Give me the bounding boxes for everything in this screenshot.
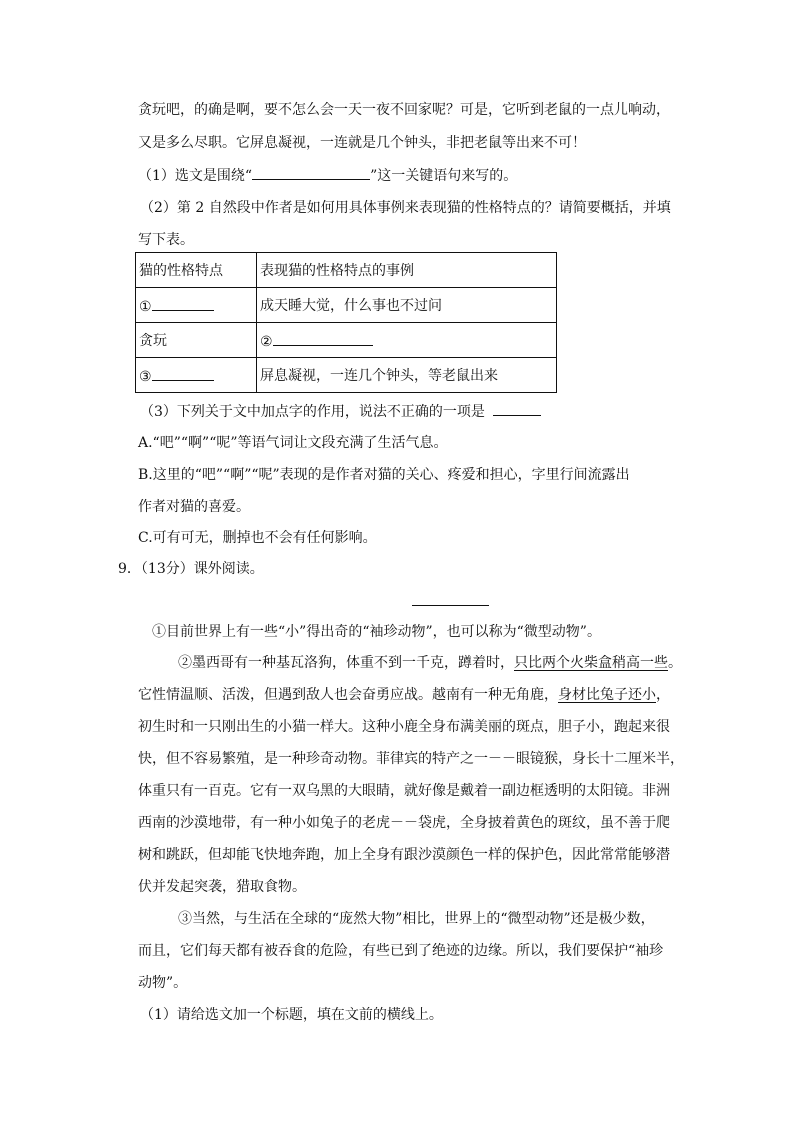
option-c: C.可有可无，删掉也不会有任何影响。: [138, 530, 377, 546]
question-text: （1）选文是围绕“: [138, 168, 253, 184]
table-row: [136, 358, 557, 393]
option-b: 作者对猫的喜爱。: [138, 499, 250, 515]
question-8-3: [140, 401, 541, 422]
option-a: A.“吧”“啊”“呢”等语气词让文段充满了生活气息。: [138, 435, 448, 451]
table-cell-trait: [136, 288, 257, 323]
table-cell-trait: [136, 358, 257, 393]
table-cell-example: [257, 323, 557, 358]
paragraph-line: 体重只有一百克。它有一双乌黑的大眼睛，就好像是戴着一副边框透明的太阳镜。非洲: [138, 783, 670, 799]
paragraph-line: 西南的沙漠地带，有一种小如兔子的老虎－－袋虎，全身披着黄色的斑纹，虽不善于爬: [138, 815, 670, 831]
title-blank[interactable]: [412, 605, 489, 606]
table-row: [136, 323, 557, 358]
reading-paragraph-3: ③当然，与生活在全球的“庞然大物”相比，世界上的“微型动物”还是极少数，: [178, 911, 655, 927]
question-8-2: （2）第 2 自然段中作者是如何用具体事例来表现猫的性格特点的？请简要概括，并填: [140, 200, 671, 216]
table-header-cell: 猫的性格特点: [136, 253, 257, 288]
answer-blank[interactable]: [152, 366, 214, 381]
table-cell-example: 屏息凝视，一连几个钟头，等老鼠出来: [257, 358, 557, 393]
reading-paragraph-1: ①目前世界上有一些“小”得出奇的“袖珍动物”，也可以称为“微型动物”。: [152, 624, 601, 640]
paragraph-line: 动物”。: [138, 975, 188, 991]
answer-blank[interactable]: [273, 331, 373, 346]
paragraph-line: [138, 685, 670, 705]
cell-text: ①: [139, 298, 152, 315]
cell-text: ②: [260, 333, 273, 350]
passage-line: 贪玩吧，的确是啊，要不怎么会一天一夜不回家呢？可是，它听到老鼠的一点儿响动，: [138, 102, 670, 118]
underlined-phrase: 身材比兔子还小: [558, 687, 656, 703]
paragraph-line: 伏并发起突袭，猎取食物。: [138, 879, 306, 895]
table-cell-trait: 贪玩: [136, 323, 257, 358]
question-9-1: （1）请给选文加一个标题，填在文前的横线上。: [140, 1007, 443, 1023]
question-8-2: 写下表。: [138, 232, 194, 248]
paragraph-line: 而且，它们每天都有被吞食的危险，有些已到了绝迹的边缘。所以，我们要保护“袖珍: [138, 943, 664, 959]
answer-blank[interactable]: [252, 165, 370, 180]
answer-blank[interactable]: [493, 401, 541, 416]
passage-line: 又是多么尽职。它屏息凝视，一连就是几个钟头，非把老鼠等出来不可！: [138, 135, 586, 151]
cell-text: ③: [139, 368, 152, 385]
table-row: [136, 288, 557, 323]
paragraph-line: 初生时和一只刚出生的小猫一样大。这种小鹿全身布满美丽的斑点，胆子小，跑起来很: [138, 719, 670, 735]
paragraph-text: 它性情温顺、活泼，但遇到敌人也会奋勇应战。越南有一种无角鹿，: [138, 687, 558, 703]
question-9-header: 9．（13分）课外阅读。: [118, 561, 264, 577]
answer-blank[interactable]: [152, 296, 214, 311]
question-text: ”这一关键语句来写的。: [370, 168, 518, 184]
question-text: （3）下列关于文中加点字的作用，说法不正确的一项是: [140, 404, 485, 420]
option-b: B.这里的“吧”“啊”“呢”表现的是作者对猫的关心、疼爱和担心，字里行间流露出: [138, 467, 630, 483]
trait-table: [135, 252, 557, 393]
reading-paragraph-2: [178, 653, 682, 673]
table-header-row: [136, 253, 557, 288]
paragraph-text: ②墨西哥有一种基瓦洛狗，体重不到一千克，蹲着时，: [178, 655, 514, 671]
table-header-cell: 表现猫的性格特点的事例: [257, 253, 557, 288]
question-8-1: [138, 165, 517, 186]
underlined-phrase: 只比两个火柴盒稍高一些: [514, 655, 668, 671]
paragraph-text: 。: [668, 655, 682, 671]
paragraph-text: ，: [656, 687, 670, 703]
paragraph-line: 树和跳跃，但却能飞快地奔跑，加上全身有跟沙漠颜色一样的保护色，因此常常能够潜: [138, 847, 670, 863]
paragraph-line: 快，但不容易繁殖，是一种珍奇动物。菲律宾的特产之一－－眼镜猴，身长十二厘米半，: [138, 751, 684, 767]
table-cell-example: 成天睡大觉，什么事也不过问: [257, 288, 557, 323]
